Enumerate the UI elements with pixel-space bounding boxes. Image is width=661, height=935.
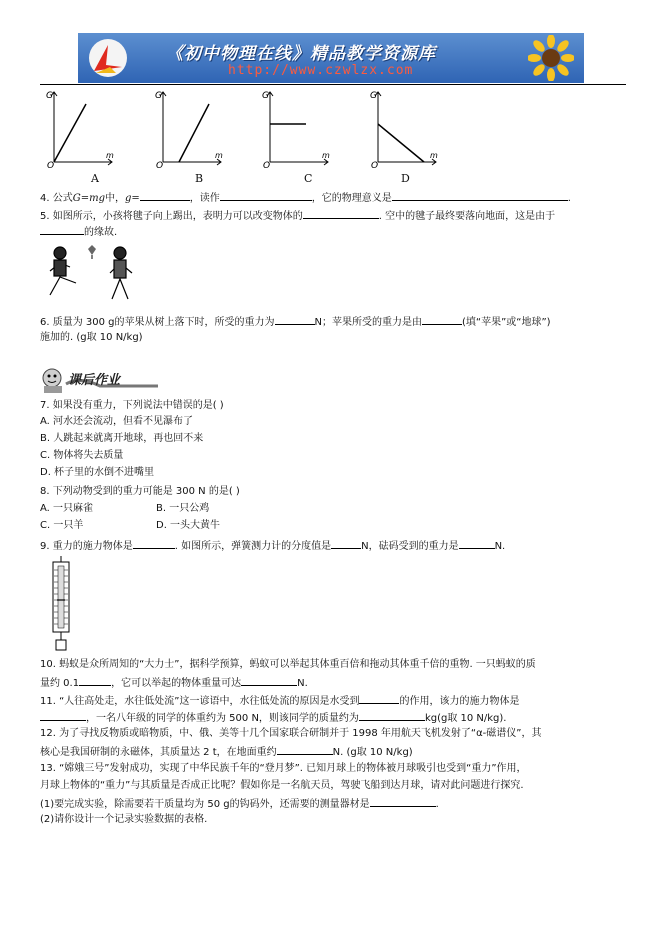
question-5-line-1: 5. 如图所示，小孩将毽子向上踢出，表明力可以改变物体的 . 空中的毽子最终要落向地面，这是由于: [40, 208, 555, 223]
q11-blank-3: [359, 710, 425, 721]
question-12-line-1: 12. 为了寻找反物质或暗物质，中、俄、美等十几个国家联合研制并于 1998 年用航天飞机发射了“α-磁谱仪”，其: [40, 728, 542, 739]
homework-section-header: [40, 366, 160, 394]
question-11-line-1: 11. “人往高处走，水往低处流”这一谚语中，水往低处流的原因是水受到 的作用，该力的施力物体是: [40, 693, 519, 708]
spring-scale-figure: [48, 556, 74, 652]
q9-blank-2: [331, 538, 361, 549]
question-9: 9. 重力的施力物体是 . 如图所示，弹簧测力计的分度值是 N，砝码受到的重力是 N.: [40, 538, 505, 553]
question-6-line-2: 施加的. (g取 10 N/kg): [40, 332, 143, 343]
graph-a-y-label: G: [46, 91, 53, 101]
graph-d-y-label: G: [370, 91, 377, 101]
question-7-stem: 7. 如果没有重力，下列说法中错误的是( ): [40, 400, 224, 411]
graph-c-x-label: m: [322, 151, 330, 160]
question-8-option-c[interactable]: C. 一只羊: [40, 520, 84, 531]
graph-b: [155, 90, 225, 168]
question-12-line-2: 核心是我国研制的永磁体，其质量达 2 t，在地面重约 N. (g取 10 N/kg): [40, 744, 413, 759]
question-7-option-b[interactable]: B. 人跳起来就离开地球，再也回不来: [40, 433, 204, 444]
sunflower-icon: [528, 35, 574, 81]
site-logo-icon: [86, 37, 130, 79]
q11-blank-2: [40, 710, 86, 721]
graph-b-y-label: G: [155, 91, 162, 101]
graph-label-d: D: [401, 172, 410, 185]
graph-a-origin: O: [47, 161, 55, 168]
graph-b-origin: O: [156, 161, 164, 168]
q5-blank-2: [40, 224, 84, 235]
graph-d-x-label: m: [430, 151, 438, 160]
q9-blank-3: [459, 538, 495, 549]
graph-c: [262, 90, 332, 168]
question-11-line-2: ，一名八年级的同学的体重约为 500 N，则该同学的质量约为 kg(g取 10 N/kg).: [40, 710, 506, 725]
q12-blank-1: [277, 744, 333, 755]
header-banner: [78, 33, 584, 83]
graph-d: [370, 90, 440, 168]
graph-c-y-label: G: [262, 91, 269, 101]
question-7-option-d[interactable]: D. 杯子里的水倒不进嘴里: [40, 467, 155, 478]
question-10-line-1: 10. 蚂蚁是众所周知的“大力士”，据科学预算，蚂蚁可以举起其体重百倍和拖动其体重千倍的重物. 一只蚂蚁的质: [40, 659, 536, 670]
banner-title: 《初中物理在线》精品教学资源库: [166, 44, 436, 64]
q6-blank-1: [275, 314, 315, 325]
question-8-option-b[interactable]: B. 一只公鸡: [156, 503, 210, 514]
homework-label: 课后作业: [68, 373, 121, 388]
q6-blank-2: [422, 314, 462, 325]
question-13-line-3: (1)要完成实验，除需要若干质量均为 50 g的钩码外，还需要的测量器材是 .: [40, 796, 439, 811]
question-8-option-d[interactable]: D. 一头大黄牛: [156, 520, 221, 531]
kids-shuttlecock-figure: [42, 243, 140, 303]
q13-blank-1: [370, 796, 436, 807]
banner-url: http://www.czwlzx.com: [228, 63, 414, 78]
graph-c-origin: O: [263, 161, 271, 168]
header-divider: [40, 84, 626, 85]
graph-a-x-label: m: [106, 151, 114, 160]
graph-a: [46, 90, 116, 168]
question-5-line-2: 的缘故.: [40, 224, 117, 239]
graph-label-a: A: [91, 172, 99, 185]
q4-blank-3: [392, 190, 568, 201]
graph-b-x-label: m: [215, 151, 223, 160]
graph-d-origin: O: [371, 161, 379, 168]
question-13-line-2: 月球上物体的“重力”与其质量是否成正比呢？假如你是一名航天员，驾驶飞船到达月球，请对此问题进行探究.: [40, 780, 524, 791]
question-8-option-a[interactable]: A. 一只麻雀: [40, 503, 94, 514]
graph-label-c: C: [304, 172, 313, 185]
q4-blank-1: [140, 190, 190, 201]
question-7-option-a[interactable]: A. 河水还会流动，但看不见瀑布了: [40, 416, 194, 427]
question-10-line-2: 量约 0.1 ，它可以举起的物体重量可达 N.: [40, 675, 308, 690]
q10-blank-1: [79, 675, 111, 686]
q5-blank-1: [303, 208, 379, 219]
question-7-option-c[interactable]: C. 物体将失去质量: [40, 450, 124, 461]
question-13-line-4: (2)请你设计一个记录实验数据的表格.: [40, 814, 208, 825]
question-8-stem: 8. 下列动物受到的重力可能是 300 N 的是( ): [40, 486, 240, 497]
question-13-line-1: 13. “嫦娥三号”发射成功，实现了中华民族千年的“登月梦”. 已知月球上的物体被月球吸引也受到“重力”作用，: [40, 763, 527, 774]
q11-blank-1: [359, 693, 399, 704]
question-4: 4. 公式G=mg中，g= ，读作 ，它的物理意义是 .: [40, 190, 571, 205]
q9-blank-1: [133, 538, 175, 549]
question-6-line-1: 6. 质量为 300 g的苹果从树上落下时，所受的重力为 N；苹果所受的重力是由 (填“苹果”或“地球”): [40, 314, 551, 329]
q4-blank-2: [220, 190, 312, 201]
q10-blank-2: [241, 675, 297, 686]
graph-label-b: B: [195, 172, 204, 185]
